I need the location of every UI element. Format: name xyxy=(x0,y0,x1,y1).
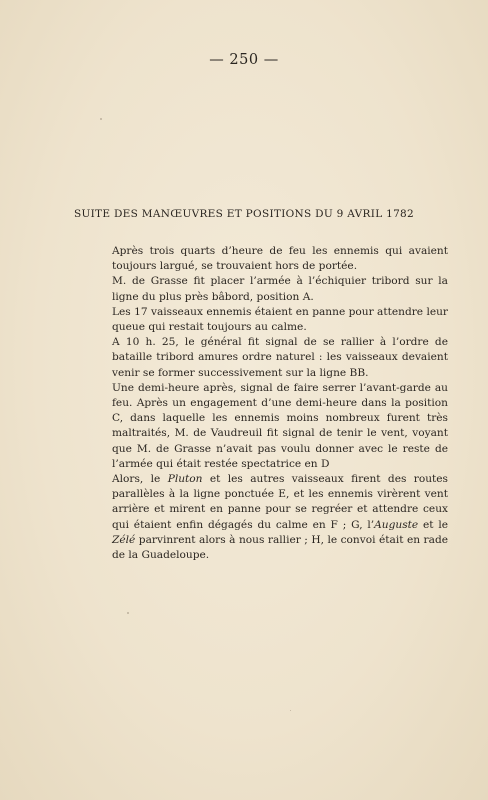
text-run: Une demi-heure après, signal de faire serrer l’avant-garde au feu. Après un engagement d’une demi-heure dans la position C, dans laquelle les ennemis moins nombreux furent très maltraités, M. de Vaudreuil fit signal de tenir le vent, voyant que M. de Grasse n’avait pas voulu donner avec le reste de l’armée qui était restée spectatrice en D xyxy=(112,381,448,470)
ship-name: Auguste xyxy=(374,518,419,531)
page-number: — 250 — xyxy=(209,52,279,68)
paper-speck xyxy=(127,612,129,614)
text-run: et les autres vaisseaux firent des routes parallèles à la ligne ponctuée E, et les ennemis virèrent vent arrière et mirent en panne pour se regréer et attendre ceux qui étaient enfin dégagés du calme en F ; G, l’ xyxy=(112,473,448,531)
section-heading: SUITE DES MANŒUVRES ET POSITIONS DU 9 AVRIL 1782 xyxy=(73,208,415,220)
ship-name: Zélé xyxy=(112,533,136,546)
paragraph xyxy=(112,244,448,274)
text-run: parvinrent alors à nous rallier ; H, le convoi était en rade de la Guadeloupe. xyxy=(112,533,448,562)
text-run: Alors, le xyxy=(112,473,168,486)
paragraph xyxy=(112,472,448,563)
paper-speck xyxy=(100,118,102,120)
text-run: Après trois quarts d’heure de feu les ennemis qui avaient toujours largué, se trouvaient hors de portée. xyxy=(112,245,448,273)
text-run: A 10 h. 25, le général fit signal de se rallier à l’ordre de bataille tribord amures ordre naturel : les vaisseaux devaient venir se former successivement sur la ligne BB. xyxy=(112,336,448,379)
paragraph xyxy=(112,274,448,304)
paragraph xyxy=(112,381,448,472)
paragraph xyxy=(112,335,448,381)
paper-speck xyxy=(290,710,291,711)
body-text xyxy=(112,244,448,563)
paragraph xyxy=(112,305,448,335)
text-run: Les 17 vaisseaux ennemis étaient en panne pour attendre leur queue qui restait toujours au calme. xyxy=(112,305,448,334)
ship-name: Pluton xyxy=(167,473,203,486)
text-run: et le xyxy=(418,518,449,531)
text-run: M. de Grasse fit placer l’armée à l’échiquier tribord sur la ligne du plus près bâbord, position A. xyxy=(112,275,448,303)
